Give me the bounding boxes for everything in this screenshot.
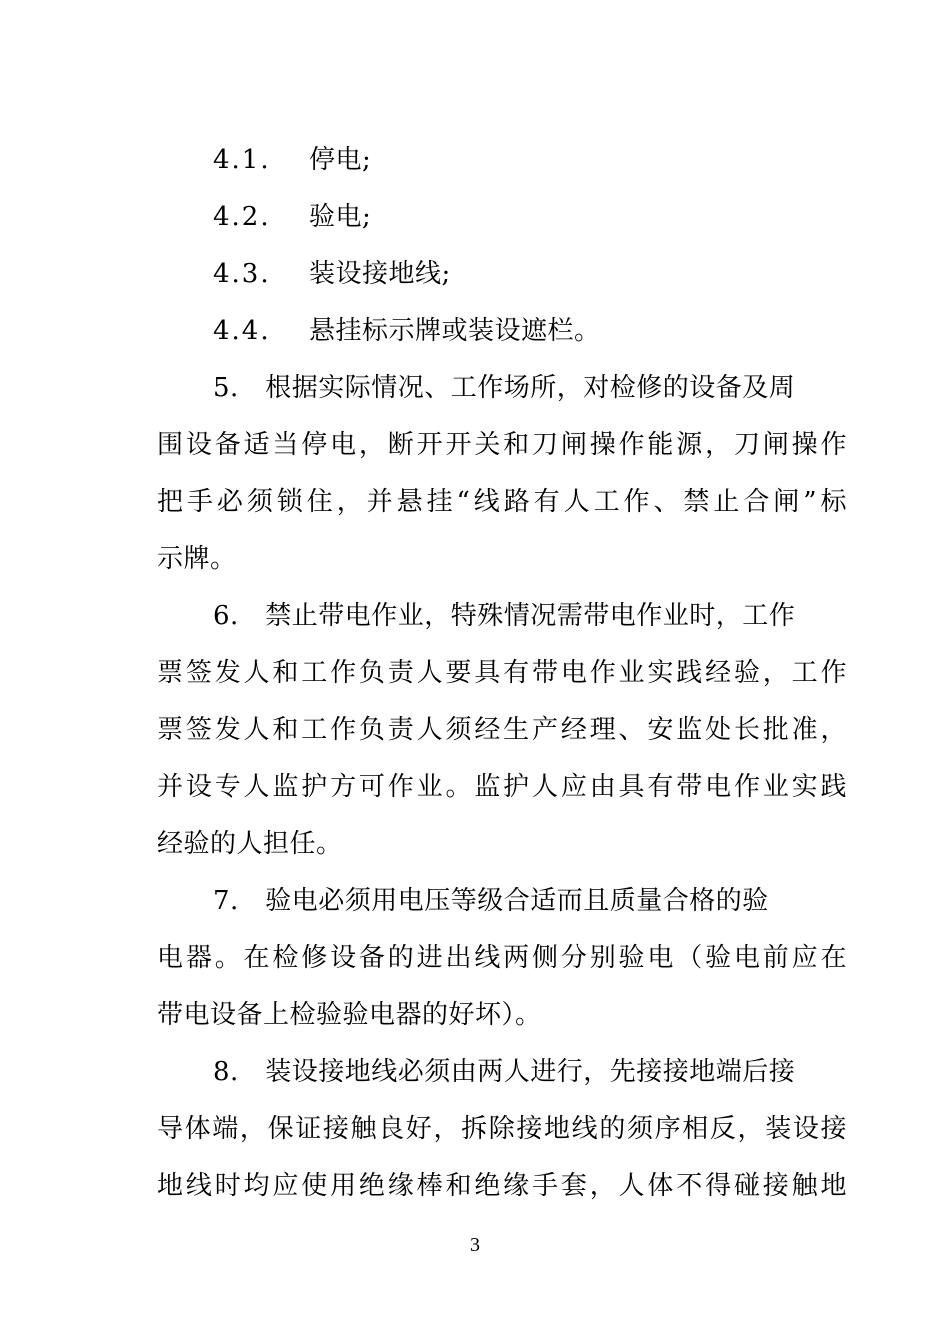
paragraph-5-line-4: 示牌。: [157, 544, 237, 574]
page-number: 3: [470, 1234, 480, 1256]
list-item-4-4: [213, 311, 903, 351]
item-number: 4.4.: [213, 316, 271, 346]
paragraph-6-line-4: 并设专人监护方可作业。监护人应由具有带电作业实践: [157, 772, 847, 802]
item-number: 4.1.: [213, 145, 271, 175]
paragraph-8-line-2: 导体端，保证接触良好，拆除接地线的须序相反，装设接: [157, 1114, 847, 1144]
list-item-4-1: [213, 140, 903, 180]
paragraph-7-line-3: 带电设备上检验验电器的好坏）。: [157, 1000, 542, 1030]
list-item-4-2: [213, 197, 903, 237]
item-number: 4.2.: [213, 202, 271, 232]
paragraph-6-line-5: 经验的人担任。: [157, 829, 343, 859]
paragraph-8-line-3: 地线时均应使用绝缘棒和绝缘手套，人体不得碰接触地: [157, 1171, 847, 1201]
paragraph-7-line-1: 7. 验电必须用电压等级合适而且质量合格的验: [213, 886, 769, 916]
paragraph-6-line-1: 6. 禁止带电作业，特殊情况需带电作业时，工作: [213, 601, 796, 631]
item-text: 悬挂标示牌或装设遮栏。: [309, 316, 601, 346]
paragraph-5-line-2: 围设备适当停电，断开开关和刀闸操作能源，刀闸操作: [157, 430, 847, 460]
paragraph-6-line-3: 票签发人和工作负责人须经生产经理、安监处长批准，: [157, 715, 847, 745]
item-text: 验电;: [309, 202, 372, 232]
item-number: 4.3.: [213, 259, 271, 289]
list-item-4-3: [213, 254, 903, 294]
paragraph-8-line-1: 8. 装设接地线必须由两人进行，先接接地端后接: [213, 1057, 796, 1087]
paragraph-7-line-2: 电器。在检修设备的进出线两侧分别验电（验电前应在: [157, 943, 847, 973]
paragraph-5-line-1: 5. 根据实际情况、工作场所，对检修的设备及周: [213, 373, 796, 403]
paragraph-6-line-2: 票签发人和工作负责人要具有带电作业实践经验，工作: [157, 658, 847, 688]
paragraph-5-line-3: 把手必须锁住，并悬挂“线路有人工作、禁止合闸”标: [157, 487, 847, 517]
item-text: 停电;: [309, 145, 372, 175]
item-text: 装设接地线;: [309, 259, 451, 289]
